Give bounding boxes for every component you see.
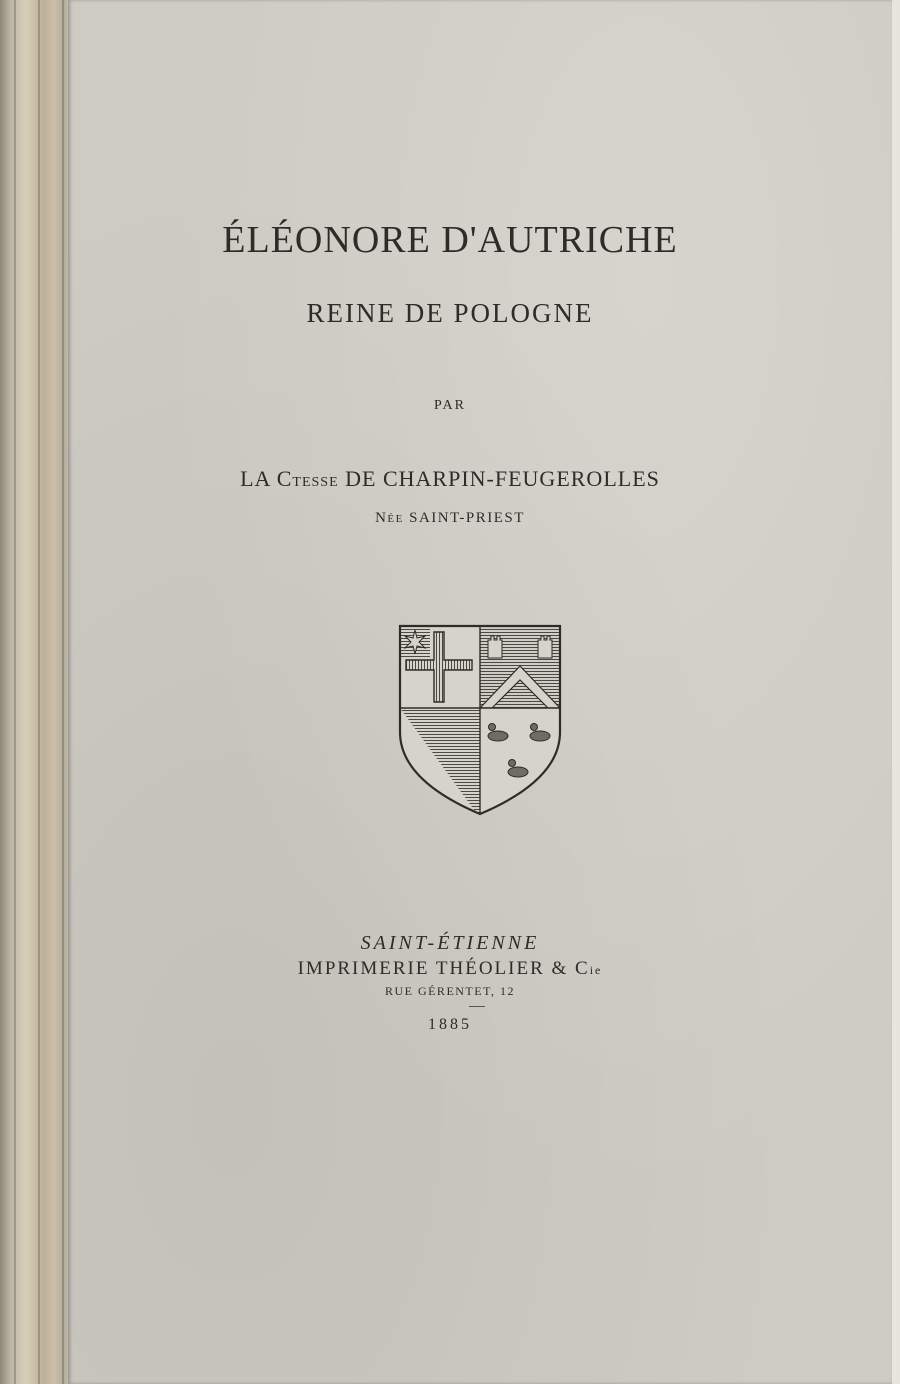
book-spine	[0, 0, 72, 1384]
nee-name: SAINT-PRIEST	[403, 510, 525, 526]
printer-name: IMPRIMERIE THÉOLIER & C	[297, 958, 590, 979]
nee-prefix: N	[375, 510, 388, 526]
divider	[469, 1006, 485, 1007]
author-name: DE CHARPIN-FEUGEROLLES	[338, 466, 660, 491]
nee-small: ÉE	[387, 513, 404, 525]
book-title: ÉLÉONORE D'AUTRICHE	[222, 219, 678, 261]
maiden-name-line	[0, 510, 900, 527]
publication-year: 1885	[428, 1016, 472, 1033]
printer-line	[0, 958, 900, 980]
book-subtitle: REINE DE POLOGNE	[306, 298, 594, 328]
coat-of-arms-icon	[396, 622, 564, 818]
author-line	[0, 466, 900, 492]
author-title-abbrev: TESSE	[292, 475, 339, 490]
page-edge	[892, 0, 900, 1384]
by-label: PAR	[434, 398, 466, 413]
author-prefix: LA C	[240, 466, 293, 491]
printer-suffix: ie	[589, 963, 603, 977]
printer-address: RUE GÉRENTET, 12	[384, 984, 516, 998]
publisher-city: SAINT-ÉTIENNE	[360, 932, 540, 954]
